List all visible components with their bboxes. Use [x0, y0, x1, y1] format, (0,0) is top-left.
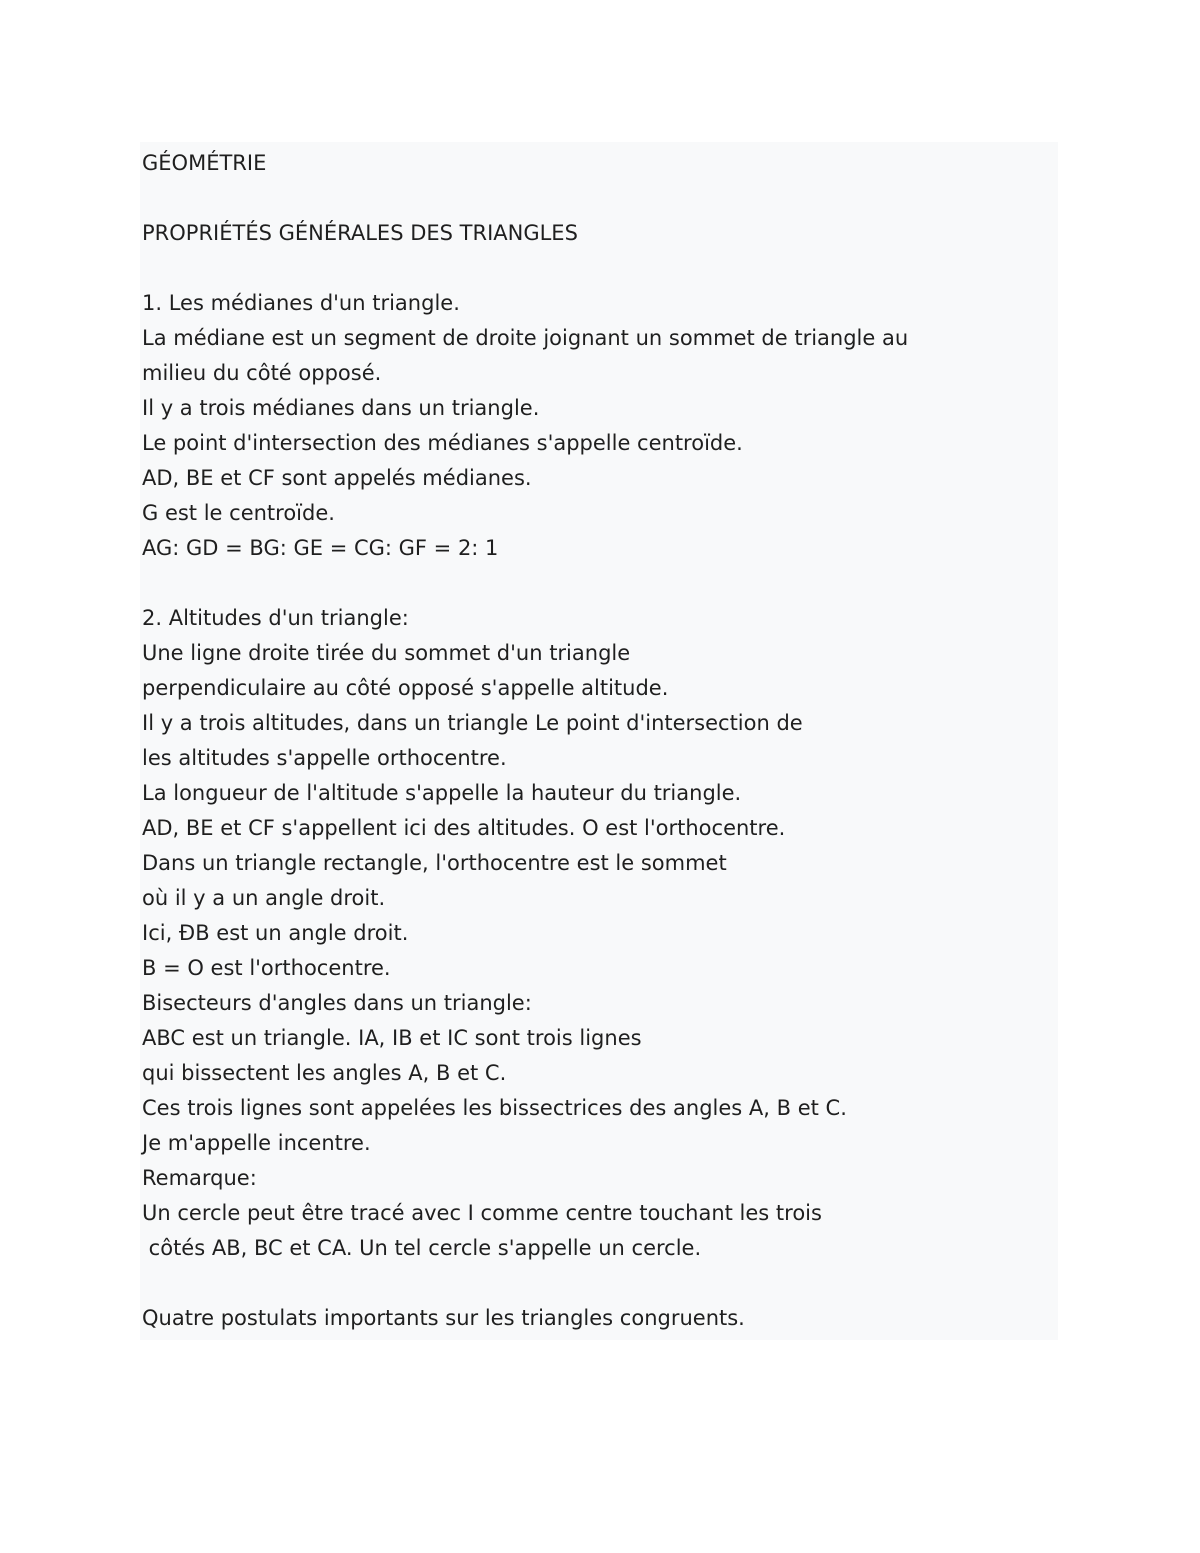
text-line: AD, BE et CF s'appellent ici des altitudes. O est l'orthocentre. — [142, 816, 786, 840]
text-line: Ces trois lignes sont appelées les bissectrices des angles A, B et C. — [142, 1096, 847, 1120]
text-line: Remarque: — [142, 1166, 257, 1190]
text-line: Il y a trois médianes dans un triangle. — [142, 396, 540, 420]
text-line: Le point d'intersection des médianes s'appelle centroïde. — [142, 431, 743, 455]
text-line: milieu du côté opposé. — [142, 361, 382, 385]
text-line: Je m'appelle incentre. — [142, 1131, 371, 1155]
text-line: Dans un triangle rectangle, l'orthocentre est le sommet — [142, 851, 727, 875]
text-line: La longueur de l'altitude s'appelle la hauteur du triangle. — [142, 781, 742, 805]
section-heading: PROPRIÉTÉS GÉNÉRALES DES TRIANGLES — [142, 221, 578, 245]
text-line: Une ligne droite tirée du sommet d'un triangle — [142, 641, 631, 665]
text-line: G est le centroïde. — [142, 501, 335, 525]
text-line: Il y a trois altitudes, dans un triangle Le point d'intersection de — [142, 711, 803, 735]
text-line: AG: GD = BG: GE = CG: GF = 2: 1 — [142, 536, 499, 560]
text-line: La médiane est un segment de droite joignant un sommet de triangle au — [142, 326, 909, 350]
text-line: 1. Les médianes d'un triangle. — [142, 291, 460, 315]
text-line: perpendiculaire au côté opposé s'appelle altitude. — [142, 676, 669, 700]
text-line: ABC est un triangle. IA, IB et IC sont trois lignes — [142, 1026, 642, 1050]
text-line: qui bissectent les angles A, B et C. — [142, 1061, 507, 1085]
text-line: les altitudes s'appelle orthocentre. — [142, 746, 507, 770]
text-block — [140, 142, 1058, 1340]
text-line: B = O est l'orthocentre. — [142, 956, 391, 980]
text-line: AD, BE et CF sont appelés médianes. — [142, 466, 532, 490]
text-line: Ici, ÐB est un angle droit. — [142, 921, 409, 945]
text-line: Quatre postulats importants sur les triangles congruents. — [142, 1306, 745, 1330]
text-line: 2. Altitudes d'un triangle: — [142, 606, 409, 630]
text-line: Bisecteurs d'angles dans un triangle: — [142, 991, 532, 1015]
text-line: côtés AB, BC et CA. Un tel cercle s'appelle un cercle. — [142, 1236, 702, 1260]
text-line: Un cercle peut être tracé avec I comme centre touchant les trois — [142, 1201, 822, 1225]
document-title: GÉOMÉTRIE — [142, 151, 267, 175]
text-line: où il y a un angle droit. — [142, 886, 386, 910]
